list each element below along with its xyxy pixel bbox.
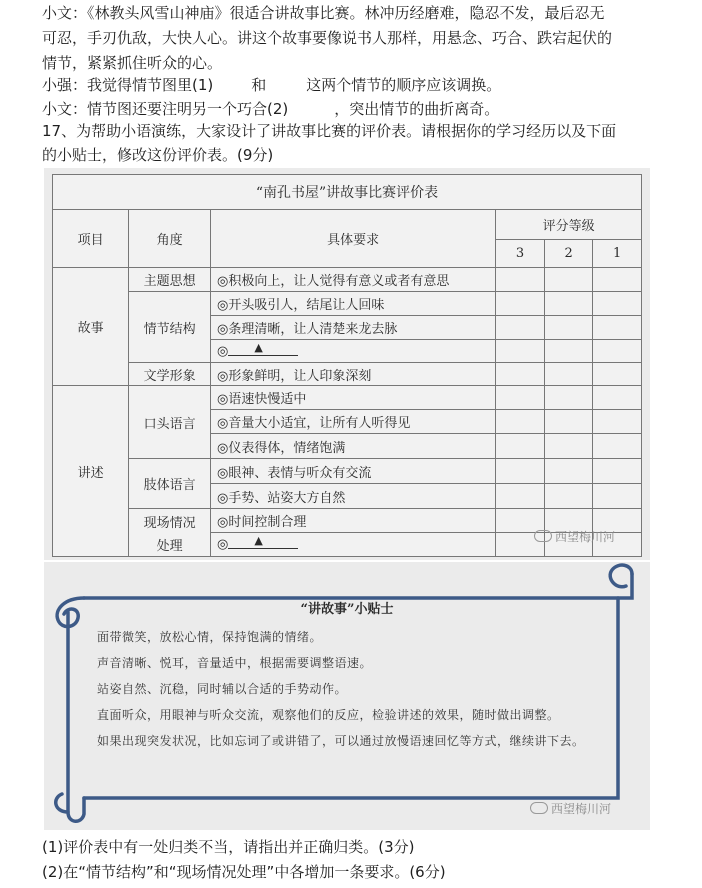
score-cell (496, 316, 545, 340)
score-cell (593, 459, 642, 484)
passage-line-3: 情节，紧紧抓住听众的心。 (42, 54, 223, 72)
req-onsite-1: ◎时间控制合理 (211, 509, 496, 533)
table-title: “南孔书屋”讲故事比赛评价表 (53, 175, 642, 210)
score-cell (496, 268, 545, 292)
blank-line (228, 340, 298, 356)
header-grade-1: 1 (593, 240, 642, 268)
blank-circle: ◎ (217, 343, 229, 359)
score-cell (496, 340, 545, 363)
header-grade: 评分等级 (496, 210, 642, 240)
req-plot-1: ◎开头吸引人，结尾让人回味 (211, 292, 496, 316)
score-cell (544, 292, 593, 316)
angle-literary-image: 文学形象 (129, 363, 211, 386)
angle-onsite-label-2: 处理 (156, 538, 183, 554)
watermark (530, 800, 611, 817)
score-cell (593, 484, 642, 509)
req-body-2: ◎手势、站姿大方自然 (211, 484, 496, 509)
scroll-top-curl (610, 565, 632, 587)
angle-oral-language: 口头语言 (129, 386, 211, 459)
triangle-marker-icon: ▲ (254, 534, 263, 547)
score-cell (544, 484, 593, 509)
score-cell (593, 386, 642, 410)
passage-line-1: 小文：《林教头风雪山神庙》很适合讲故事比赛。林冲历经磨难，隐忍不发，最后忍无 (42, 4, 605, 22)
question-17-line-2: 的小贴士，修改这份评价表。(9分) (42, 146, 274, 164)
passage-line-4-end: 这两个情节的顺序应该调换。 (306, 76, 502, 94)
angle-theme: 主题思想 (129, 268, 211, 292)
score-cell (593, 268, 642, 292)
header-angle: 角度 (129, 210, 211, 268)
passage-line-5-end: ，突出情节的曲折离奇。 (334, 100, 500, 118)
sub-question-2: (2)在“情节结构”和“现场情况处理”中各增加一条要求。(6分) (42, 863, 446, 881)
score-cell (593, 434, 642, 459)
tip-item: 站姿自然、沉稳，同时辅以合适的手势动作。 (97, 682, 348, 696)
req-body-1: ◎眼神、表情与听众有交流 (211, 459, 496, 484)
watermark-text: 西望梅川河 (551, 802, 612, 816)
req-plot-blank (211, 340, 496, 363)
scroll-bottom-curl (56, 794, 68, 812)
req-theme-1: ◎积极向上，让人觉得有意义或者有意思 (211, 268, 496, 292)
header-item: 项目 (53, 210, 129, 268)
tip-item: 如果出现突发状况，比如忘词了或讲错了，可以通过放慢语速回忆等方式，继续讲下去。 (97, 734, 585, 748)
score-cell (544, 268, 593, 292)
angle-onsite-handling (129, 509, 211, 557)
req-plot-2: ◎条理清晰，让人清楚来龙去脉 (211, 316, 496, 340)
score-cell (593, 292, 642, 316)
blank-line (228, 534, 298, 549)
score-cell (496, 386, 545, 410)
angle-body-language: 肢体语言 (129, 459, 211, 509)
question-17-line-1: 17、为帮助小语演练，大家设计了讲故事比赛的评价表。请根据你的学习经历以及下面 (42, 122, 617, 140)
tips-title: “讲故事”小贴士 (300, 602, 394, 617)
blank-circle: ◎ (217, 537, 229, 552)
passage-line-2: 可忍，手刃仇敌，大快人心。讲这个故事要像说书人那样，用悬念、巧合、跌宕起伏的 (42, 29, 613, 47)
angle-onsite-label-1: 现场情况 (143, 515, 196, 531)
wechat-icon (534, 530, 552, 542)
triangle-marker-icon: ▲ (254, 340, 263, 354)
tip-item: 面带微笑，放松心情，保持饱满的情绪。 (97, 630, 323, 644)
tips-scroll-figure (44, 562, 650, 830)
score-cell (496, 434, 545, 459)
passage-line-5-start: 小文：情节图还要注明另一个巧合(2) (42, 100, 289, 118)
req-oral-1: ◎语速快慢适中 (211, 386, 496, 410)
score-cell (544, 340, 593, 363)
score-cell (496, 484, 545, 509)
passage-line-4-start: 小强：我觉得情节图里(1) (42, 76, 214, 94)
score-cell (593, 410, 642, 434)
score-cell (593, 363, 642, 386)
scroll-top-edge (84, 574, 632, 598)
wechat-icon (530, 802, 548, 814)
header-grade-3: 3 (496, 240, 545, 268)
category-telling: 讲述 (53, 386, 129, 557)
category-story: 故事 (53, 268, 129, 386)
score-cell (496, 292, 545, 316)
sub-question-1: (1)评价表中有一处归类不当，请指出并正确归类。(3分) (42, 838, 415, 856)
score-cell (496, 459, 545, 484)
tip-item: 直面听众，用眼神与听众交流，观察他们的反应，检验讲述的效果，随时做出调整。 (97, 708, 560, 722)
passage-line-4 (42, 74, 501, 96)
watermark-text: 西望梅川河 (555, 530, 616, 544)
header-grade-2: 2 (544, 240, 593, 268)
evaluation-table-figure (44, 168, 650, 560)
evaluation-table (52, 174, 642, 557)
score-cell (544, 386, 593, 410)
score-cell (496, 363, 545, 386)
score-cell (544, 434, 593, 459)
req-oral-2: ◎音量大小适宜，让所有人听得见 (211, 410, 496, 434)
score-cell (593, 316, 642, 340)
req-oral-3: ◎仪表得体，情绪饱满 (211, 434, 496, 459)
score-cell (544, 363, 593, 386)
score-cell (593, 340, 642, 363)
tip-item: 声音清晰、悦耳，音量适中，根据需要调整语速。 (97, 656, 373, 670)
req-onsite-blank (211, 533, 496, 557)
scroll-left-edge (68, 612, 84, 821)
score-cell (544, 316, 593, 340)
angle-plot: 情节结构 (129, 292, 211, 363)
header-requirement: 具体要求 (211, 210, 496, 268)
req-image-1: ◎形象鲜明，让人印象深刻 (211, 363, 496, 386)
score-cell (496, 410, 545, 434)
passage-line-4-and: 和 (251, 76, 267, 94)
score-cell (544, 410, 593, 434)
passage-line-5 (42, 98, 499, 120)
score-cell (544, 459, 593, 484)
watermark (534, 528, 615, 545)
